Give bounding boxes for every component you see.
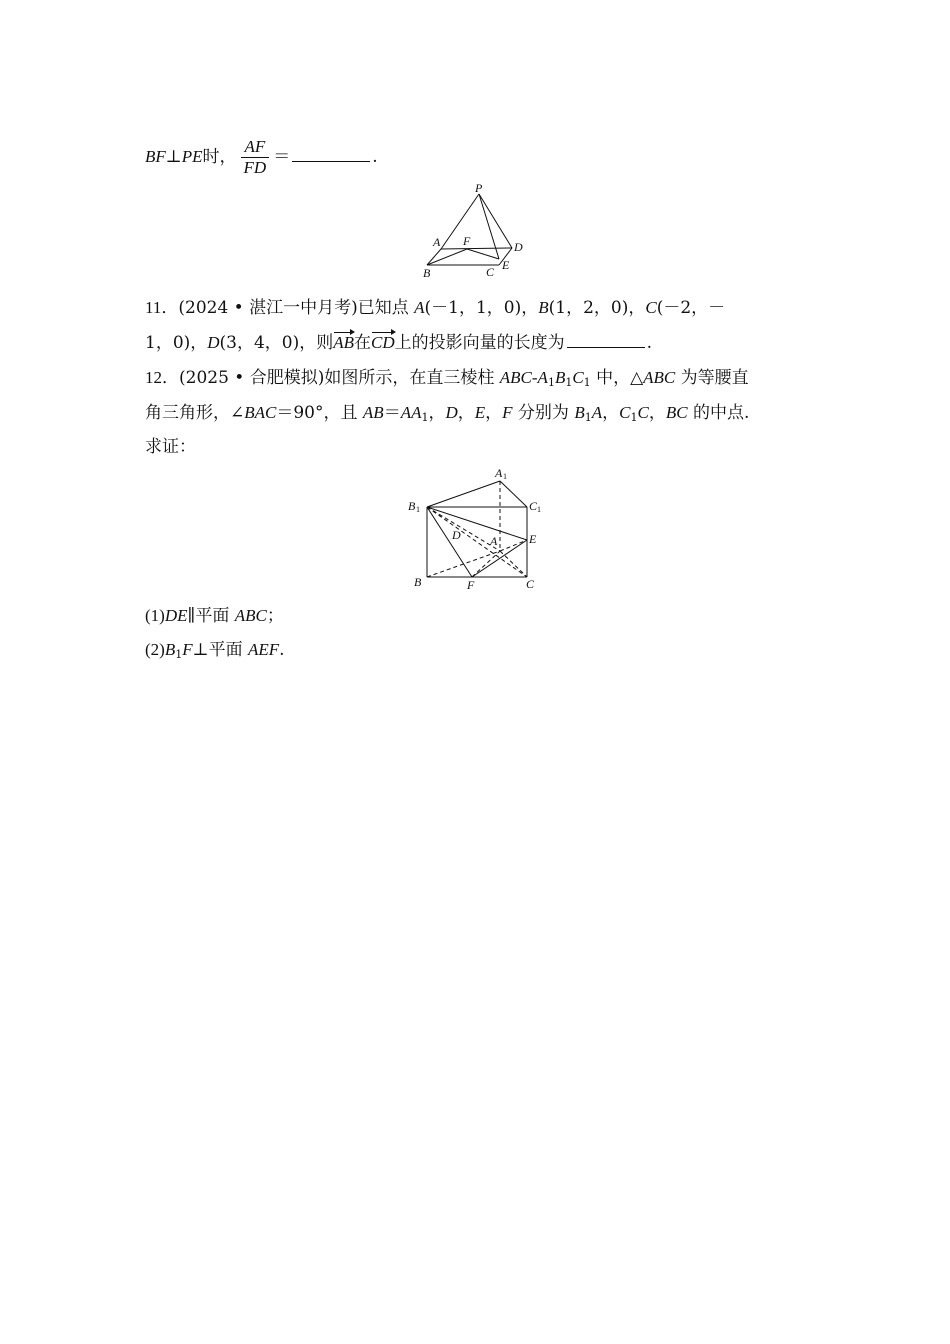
q12-part2 (145, 639, 285, 661)
q12-prove: 求证： (145, 437, 196, 457)
q12-text-a: 如图所示，在直三棱柱 (324, 368, 500, 388)
q12-p2-b: B (164, 640, 176, 659)
q12-d: D (445, 403, 458, 422)
q12-angle: BAC (244, 403, 277, 422)
q12-p2-end: . (279, 640, 285, 660)
fig2-label-B1: B (408, 499, 416, 513)
q11-C-coords-cont: 1，0)， (145, 333, 208, 353)
q12-p1-de: DE (164, 606, 188, 625)
q10-eq: ＝ (273, 147, 291, 167)
q11-line2 (145, 331, 652, 354)
q12-text-b: 中，△ (590, 368, 644, 388)
q11-source: (2024 • 湛江一中月考) (178, 298, 358, 318)
q12-p2-aef: AEF (248, 640, 280, 659)
q12-line3 (145, 436, 196, 458)
q10-shi: 时， (202, 147, 237, 167)
q12-f: F (502, 403, 513, 422)
q12-sub4: 1 (421, 411, 429, 424)
q12-sub2: 1 (565, 376, 573, 389)
q12-aa: AA (400, 403, 422, 422)
q11-answer-blank (567, 331, 645, 348)
figure-pyramid (415, 182, 540, 282)
q10-end: . (372, 147, 378, 167)
q12-p1-abc: ABC (234, 606, 267, 625)
q11-number: 11． (145, 298, 179, 317)
q11-point-C: C (645, 298, 657, 317)
fig1-label-A: A (433, 235, 441, 249)
q12-l2c: ＝ (383, 403, 401, 423)
q12-c1: C (619, 403, 631, 422)
fig1-label-B: B (423, 266, 431, 280)
q12-ab: AB (362, 403, 384, 422)
q12-p2-num: (2) (145, 640, 165, 659)
q11-B-coords: (1，2，0)， (548, 298, 646, 318)
q12-l2d: ， (428, 403, 446, 423)
q10-frac-num: AF (241, 137, 270, 158)
fig1-label-C: C (486, 265, 495, 279)
q12-l2b: ＝90°，且 (276, 403, 363, 423)
q11-end: . (646, 333, 653, 353)
fig2-sub-B1: 1 (416, 505, 420, 514)
q12-part1 (145, 605, 284, 627)
fig1-label-P: P (475, 182, 483, 195)
q12-e: E (474, 403, 486, 422)
fig2-label-C1: C (529, 499, 538, 513)
q11-point-B: B (538, 298, 549, 317)
q11-line1 (145, 297, 725, 319)
q11-point-D: D (207, 333, 220, 352)
q12-p2-perp: ⊥平面 (192, 640, 249, 660)
q11-text-b: 上的投影向量的长度为 (394, 333, 565, 353)
q12-l2a: 角三角形，∠ (145, 403, 245, 423)
q12-b1a: A (591, 403, 603, 422)
q10-condition: BF⊥PE (145, 147, 203, 166)
fig2-label-F: F (467, 578, 475, 592)
q12-l2j: 的中点. (687, 403, 750, 423)
q10-frac-den: FD (243, 158, 267, 177)
q12-sub3: 1 (583, 376, 591, 389)
fig2-sub-A1: 1 (503, 472, 507, 481)
q12-sub6: 1 (630, 411, 638, 424)
fig2-label-A1: A (495, 466, 503, 480)
fig2-sub-C1: 1 (537, 505, 541, 514)
q12-number: 12． (145, 368, 179, 387)
q12-p2-f: F (182, 640, 193, 659)
q12-l2g: 分别为 (512, 403, 575, 423)
fig2-label-A: A (490, 534, 498, 548)
q11-C-coords: (－2，－ (656, 298, 726, 318)
q12-p2-sub: 1 (175, 648, 183, 661)
q12-c1c: C (637, 403, 649, 422)
fig1-label-F: F (463, 234, 471, 248)
q12-p1-parallel: ∥平面 (187, 606, 235, 626)
fig2-label-B: B (414, 575, 422, 589)
q11-vector-CD: CD (371, 333, 395, 352)
q11-point-A: A (414, 298, 425, 317)
q11-zai: 在 (354, 333, 372, 353)
q12-sub5: 1 (584, 411, 592, 424)
q12-line1 (145, 367, 749, 389)
fig1-label-D: D (514, 240, 523, 254)
q12-l2i: ， (648, 403, 666, 423)
q11-text-a: 已知点 (357, 298, 415, 318)
q11-A-coords: (－1，1，0)， (424, 298, 539, 318)
q12-p1-num: (1) (145, 606, 165, 625)
q11-D-coords: (3，4，0)，则 (219, 333, 334, 353)
q12-text-c: 为等腰直 (675, 368, 749, 388)
q10-answer-blank (292, 145, 370, 162)
q12-line2 (145, 402, 749, 424)
fig2-label-C: C (526, 577, 535, 591)
q10-fraction (241, 137, 270, 178)
q12-prism-a: ABC-A (499, 368, 548, 387)
q12-bc: BC (665, 403, 688, 422)
q10-answer-line (145, 137, 378, 178)
q12-source: (2025 • 合肥模拟) (179, 368, 325, 388)
fig2-label-D: D (452, 528, 461, 542)
q12-prism-b: B (554, 368, 566, 387)
q11-vector-AB: AB (333, 333, 355, 352)
q12-l2h: ， (602, 403, 620, 423)
fig1-label-E: E (502, 258, 510, 272)
q12-sub1: 1 (547, 376, 555, 389)
q12-p1-end: ； (266, 606, 284, 626)
q12-b1: B (574, 403, 585, 422)
q12-prism-c: C (572, 368, 584, 387)
q12-l2e: ， (457, 403, 475, 423)
fig2-label-E: E (529, 532, 537, 546)
figure-prism (405, 462, 550, 592)
q12-triangle: ABC (643, 368, 676, 387)
q12-l2f: ， (485, 403, 503, 423)
